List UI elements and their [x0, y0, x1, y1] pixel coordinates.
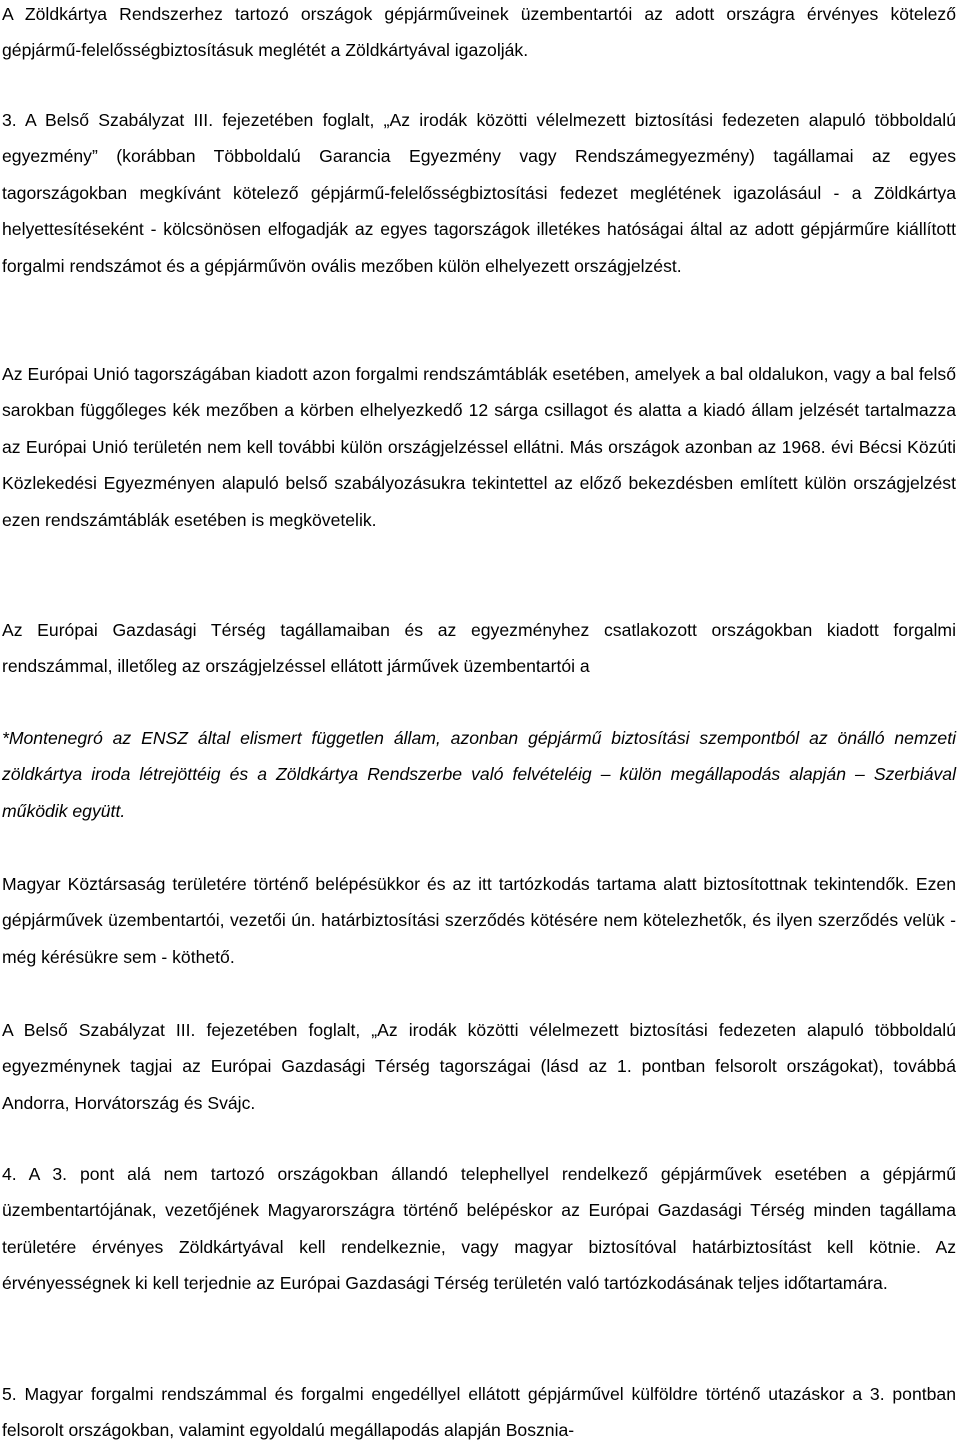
paragraph-eu-plates: Az Európai Unió tagországában kiadott azon forgalmi rendszámtáblák esetében, amelyek a bal oldalukon, vagy a bal felső sarokban függőleges kék mezőben a körben elhelyezkedő 12 sárga csillagot és alatta a kiadó állam jelzését tartalmazza az Európai Unió területén nem kell további külön országjelzéssel ellátni. Más országok azonban az 1968. évi Bécsi Közúti Közlekedési Egyezményen alapuló belső szabályozásukra tekintettel az előző bekezdésben említett külön országjelzést ezen rendszámtáblák esetében is megkövetelik. [2, 364, 956, 530]
paragraph-green-card-proof: A Zöldkártya Rendszerhez tartozó országok gépjárműveinek üzembentartói az adott országra érvényes kötelező gépjármű-felelősségbiztosításuk meglétét a Zöldkártyával igazolják. [2, 4, 956, 61]
paragraph-section-5-travel-abroad: 5. Magyar forgalmi rendszámmal és forgalmi engedéllyel ellátott gépjárművel külföldre történő utazáskor a 3. pontban felsorolt országokban, valamint egyoldalú megállapodás alapján Bosznia- [2, 1384, 956, 1441]
paragraph-eea-vehicles: Az Európai Gazdasági Térség tagállamaiban és az egyezményhez csatlakozott országokban kiadott forgalmi rendszámmal, illetőleg az országjelzéssel ellátott járművek üzembentartói a [2, 620, 956, 677]
paragraph-section-3-multilateral-agreement: 3. A Belső Szabályzat III. fejezetében foglalt, „Az irodák közötti vélelmezett biztosítási fedezeten alapuló többoldalú egyezmény” (korábban Többoldalú Garancia Egyezmény vagy Rendszámegyezmény) tagállamai az egyes tagországokban megkívánt kötelező gépjármű-felelősségbiztosítási fedezet meglétének igazolásául - a Zöldkártya helyettesítéseként - kölcsönösen elfogadják az egyes tagországok illetékes hatóságai által az adott gépjárműre kiállított forgalmi rendszámot és a gépjárművön ovális mezőben külön elhelyezett országjelzést. [2, 110, 956, 276]
paragraph-montenegro-footnote: *Montenegró az ENSZ által elismert független állam, azonban gépjármű biztosítási szempontból az önálló nemzeti zöldkártya iroda létrejöttéig és a Zöldkártya Rendszerbe való felvételéig – külön megállapodás alapján – Szerbiával működik együtt. [2, 728, 956, 821]
paragraph-section-4-green-card-required: 4. A 3. pont alá nem tartozó országokban állandó telephellyel rendelkező gépjárművek esetében a gépjármű üzembentartójának, vezetőjének Magyarországra történő belépéskor az Európai Gazdasági Térség minden tagállama területére érvényes Zöldkártyával kell rendelkeznie, vagy magyar biztosítóval határbiztosítást kell kötnie. Az érvényességnek ki kell terjednie az Európai Gazdasági Térség területén való tartózkodásának teljes időtartamára. [2, 1164, 956, 1294]
paragraph-hungary-insured: Magyar Köztársaság területére történő belépésükkor és az itt tartózkodás tartama alatt biztosítottnak tekintendők. Ezen gépjárművek üzembentartói, vezetői ún. határbiztosítási szerződés kötésére nem kötelezhetők, és ilyen szerződés velük - még kérésükre sem - köthető. [2, 874, 956, 967]
paragraph-agreement-members: A Belső Szabályzat III. fejezetében foglalt, „Az irodák közötti vélelmezett biztosítási fedezeten alapuló többoldalú egyezménynek tagjai az Európai Gazdasági Térség tagországai (lásd az 1. pontban felsorolt országokat), továbbá Andorra, Horvátország és Svájc. [2, 1020, 956, 1113]
